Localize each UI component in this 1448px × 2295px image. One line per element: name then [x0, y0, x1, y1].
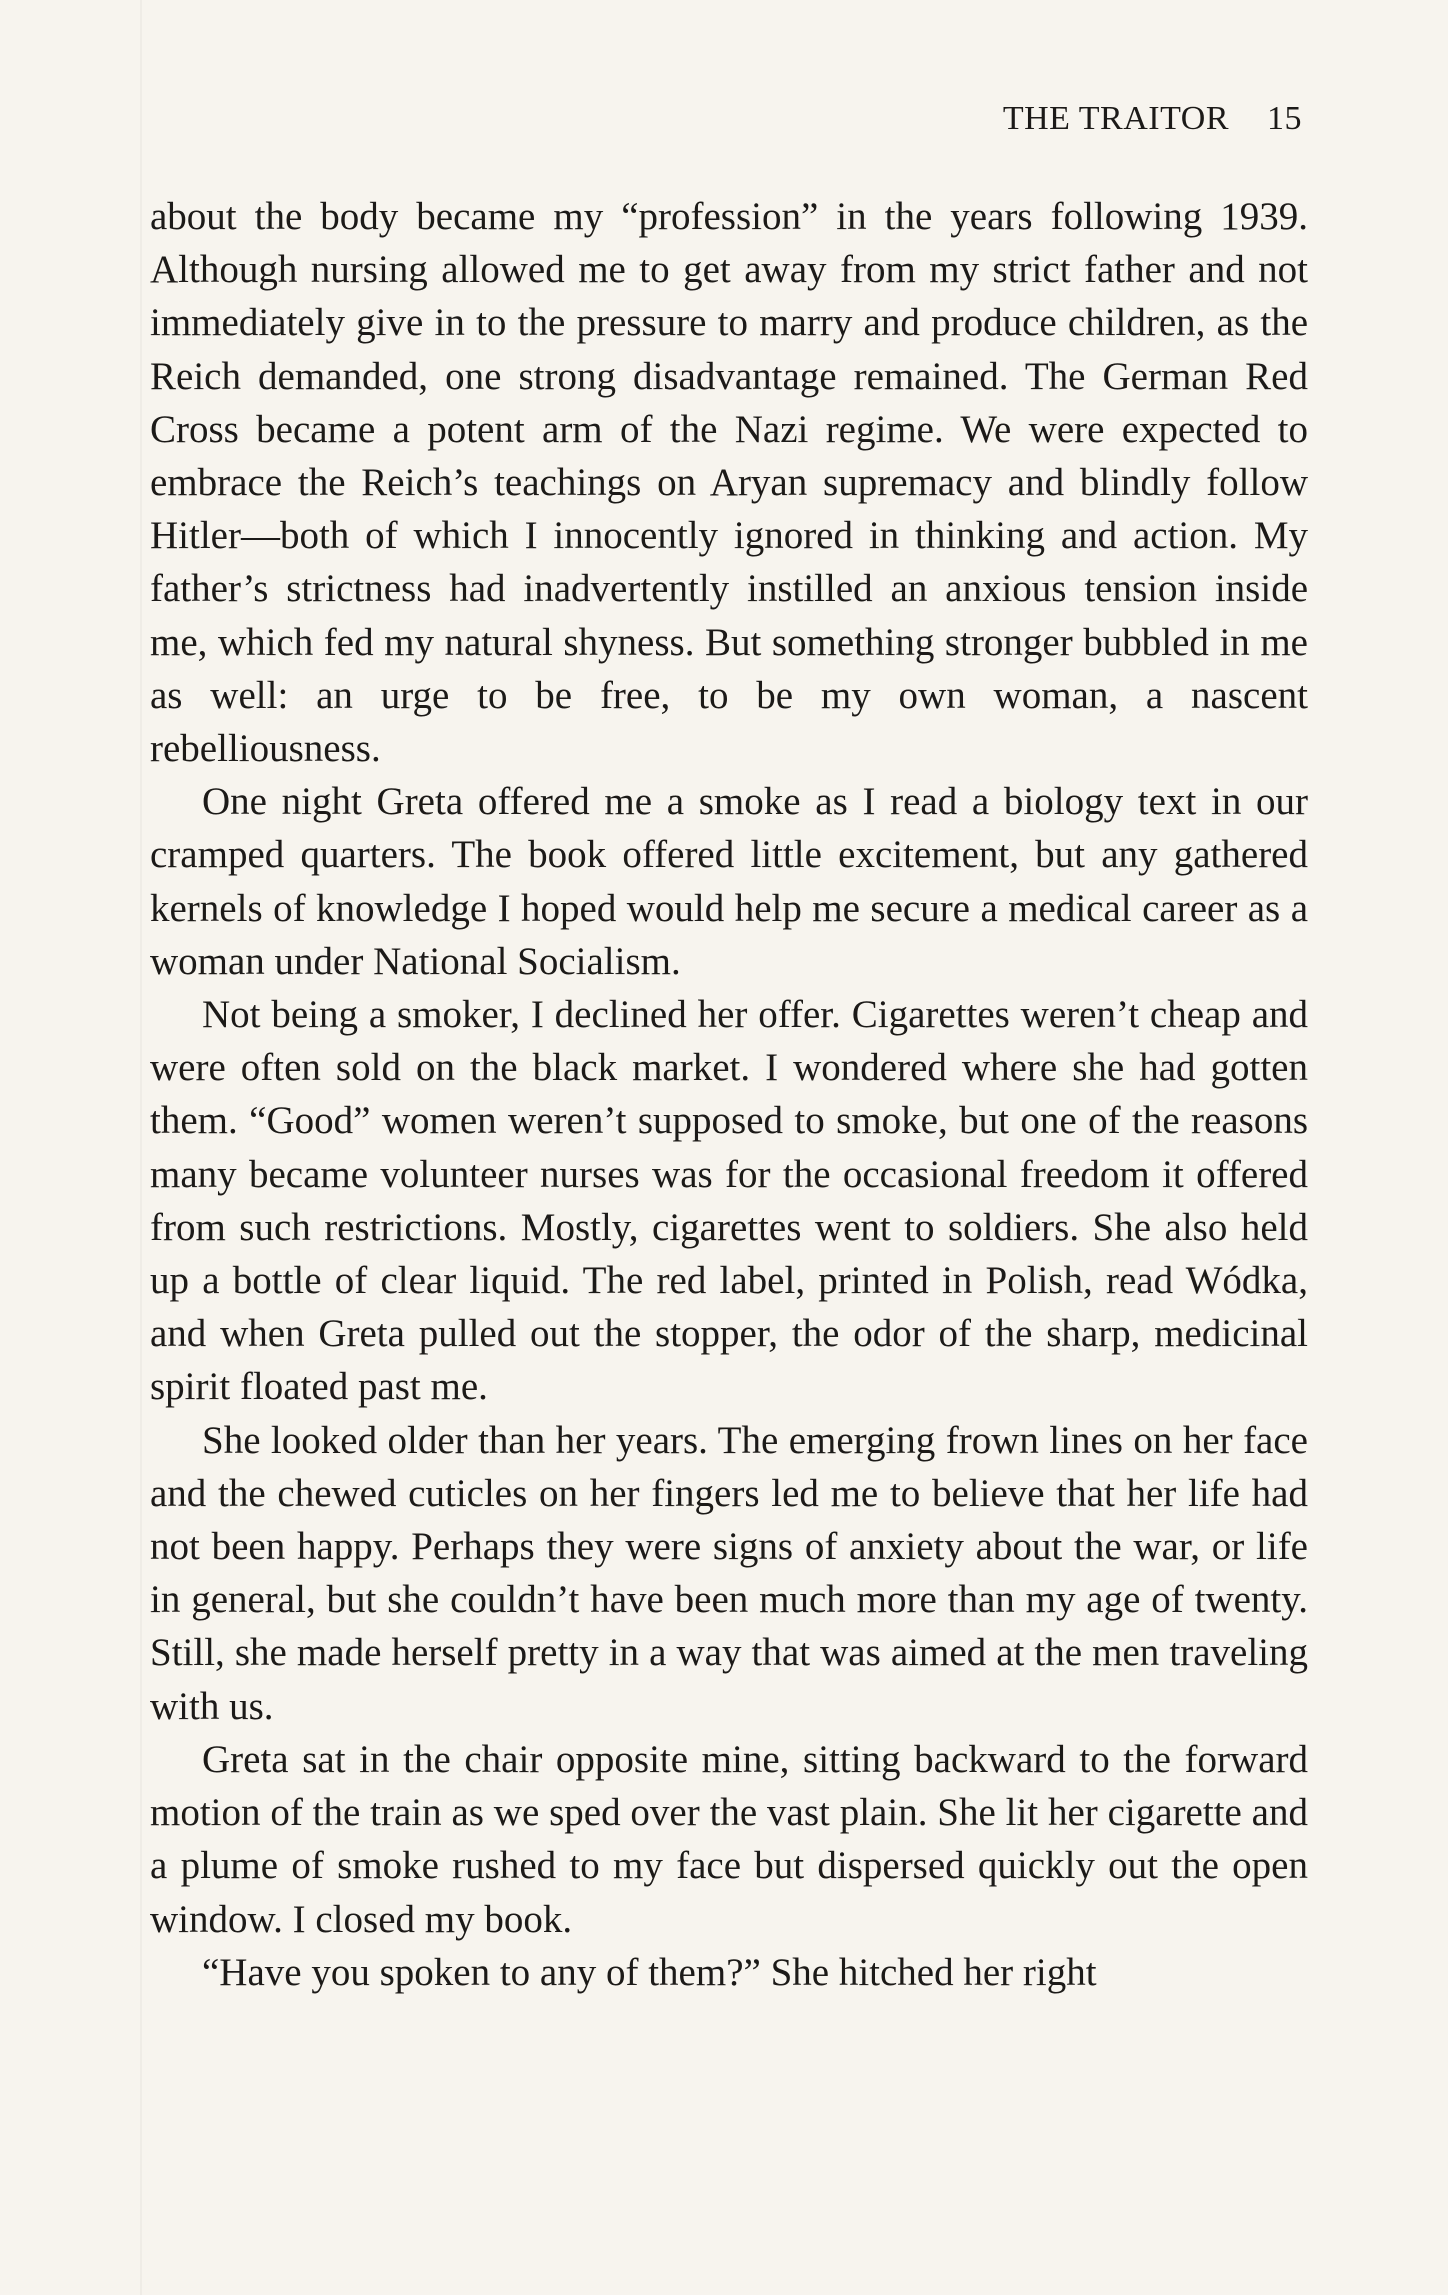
- running-head: [1003, 100, 1302, 138]
- paragraph: about the body became my “profession” in the years following 1939. Although nursing allowed me to get away from my strict father and not immediately give in to the pressure to marry and produce children, as the Reich demanded, one strong disadvantage remained. The German Red Cross became a potent arm of the Nazi regime. We were expected to embrace the Reich’s teachings on Aryan supremacy and blindly follow Hitler—both of which I innocently ignored in thinking and action. My father’s strictness had inadvertently instilled an anxious tension inside me, which fed my natural shyness. But something stronger bubbled in me as well: an urge to be free, to be my own woman, a nascent rebelliousness.: [150, 195, 1308, 771]
- paragraph: She looked older than her years. The emerging frown lines on her face and the chewed cuticles on her fingers led me to believe that her life had not been happy. Perhaps they were signs of anxiety about the war, or life in general, but she couldn’t have been much more than my age of twenty. Still, she made herself pretty in a way that was aimed at the men traveling with us.: [150, 1418, 1308, 1728]
- paragraph: Not being a smoker, I declined her offer. Cigarettes weren’t cheap and were often sold on the black market. I wondered where she had gotten them. “Good” women weren’t supposed to smoke, but one of the reasons many became volunteer nurses was for the occasional freedom it offered from such restrictions. Mostly, cigarettes went to soldiers. She also held up a bottle of clear liquid. The red label, printed in Polish, read Wódka, and when Greta pulled out the stopper, the odor of the sharp, medicinal spirit floated past me.: [150, 993, 1308, 1409]
- page-number: 15: [1267, 100, 1302, 137]
- running-head-title: THE TRAITOR: [1002, 100, 1229, 137]
- paragraph: “Have you spoken to any of them?” She hitched her right: [202, 1950, 1097, 1994]
- page-fold-shadow: [140, 0, 142, 2295]
- paragraph: One night Greta offered me a smoke as I read a biology text in our cramped quarters. The book offered little excitement, but any gathered kernels of knowledge I hoped would help me secure a medical career as a woman under National Socialism.: [150, 780, 1308, 983]
- paragraph: Greta sat in the chair opposite mine, sitting backward to the forward motion of the train as we sped over the vast plain. She lit her cigarette and a plume of smoke rushed to my face but dispersed quickly out the open window. I closed my book.: [150, 1737, 1308, 1941]
- body-text: [150, 190, 1308, 1999]
